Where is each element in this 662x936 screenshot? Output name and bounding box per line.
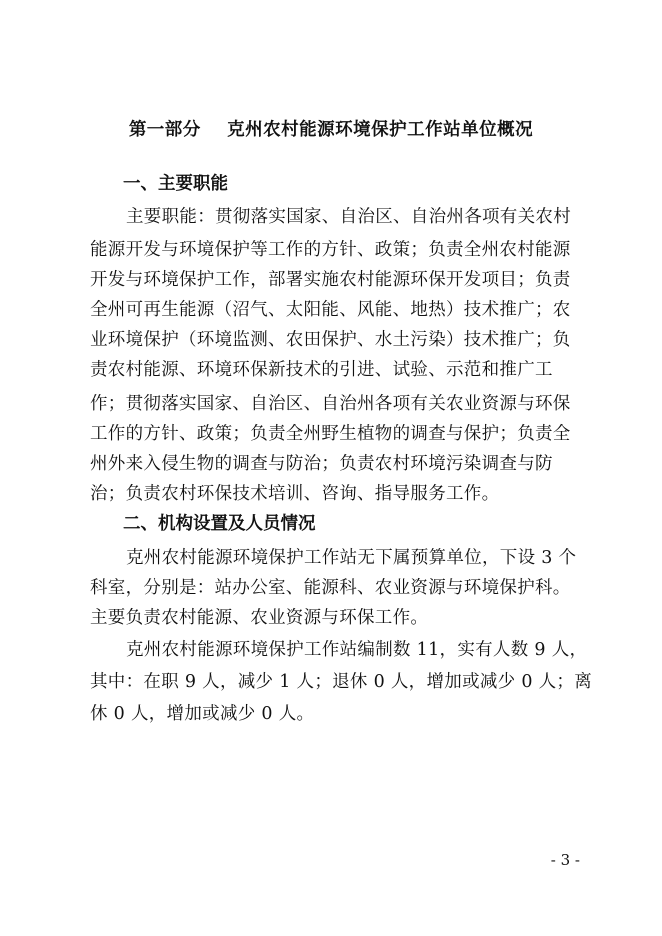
section-heading-organization-staffing: 二、机构设置及人员情况 [123, 514, 316, 534]
paragraph-line: 工作的方针、政策；负责全州野生植物的调查与保护；负责全 [90, 424, 571, 444]
paragraph-line: 治；负责农村环保技术培训、咨询、指导服务工作。 [90, 484, 500, 504]
section-heading-main-functions: 一、主要职能 [123, 174, 228, 194]
page-number: - 3 - [550, 851, 580, 869]
paragraph-line: 开发与环境保护工作，部署实施农村能源环保开发项目；负责 [90, 270, 571, 290]
paragraph-line: 其中：在职 9 人，减少 1 人；退休 0 人，增加或减少 0 人；离 [90, 672, 593, 692]
paragraph-line: 责农村能源、环境环保新技术的引进、试验、示范和推广工 [90, 360, 553, 380]
page-title: 第一部分 克州农村能源环境保护工作站单位概况 [128, 120, 534, 140]
paragraph-line: 州外来入侵生物的调查与防治；负责农村环境污染调查与防 [90, 454, 553, 474]
paragraph-line: 主要职能：贯彻落实国家、自治区、自治州各项有关农村 [126, 207, 571, 227]
paragraph-line: 作；贯彻落实国家、自治区、自治州各项有关农业资源与环保 [90, 394, 571, 414]
paragraph-line: 休 0 人，增加或减少 0 人。 [90, 704, 315, 724]
paragraph-line: 能源开发与环境保护等工作的方针、政策；负责全州农村能源 [90, 240, 571, 260]
paragraph-line: 科室，分别是：站办公室、能源科、农业资源与环境保护科。 [90, 578, 571, 598]
paragraph-line: 业环境保护（环境监测、农田保护、水土污染）技术推广；负 [90, 330, 571, 350]
paragraph-line: 克州农村能源环境保护工作站编制数 11，实有人数 9 人， [126, 640, 588, 660]
paragraph-line: 全州可再生能源（沼气、太阳能、风能、地热）技术推广；农 [90, 300, 571, 320]
paragraph-line: 克州农村能源环境保护工作站无下属预算单位，下设 3 个 [126, 548, 577, 568]
paragraph-line: 主要负责农村能源、农业资源与环保工作。 [90, 608, 429, 628]
